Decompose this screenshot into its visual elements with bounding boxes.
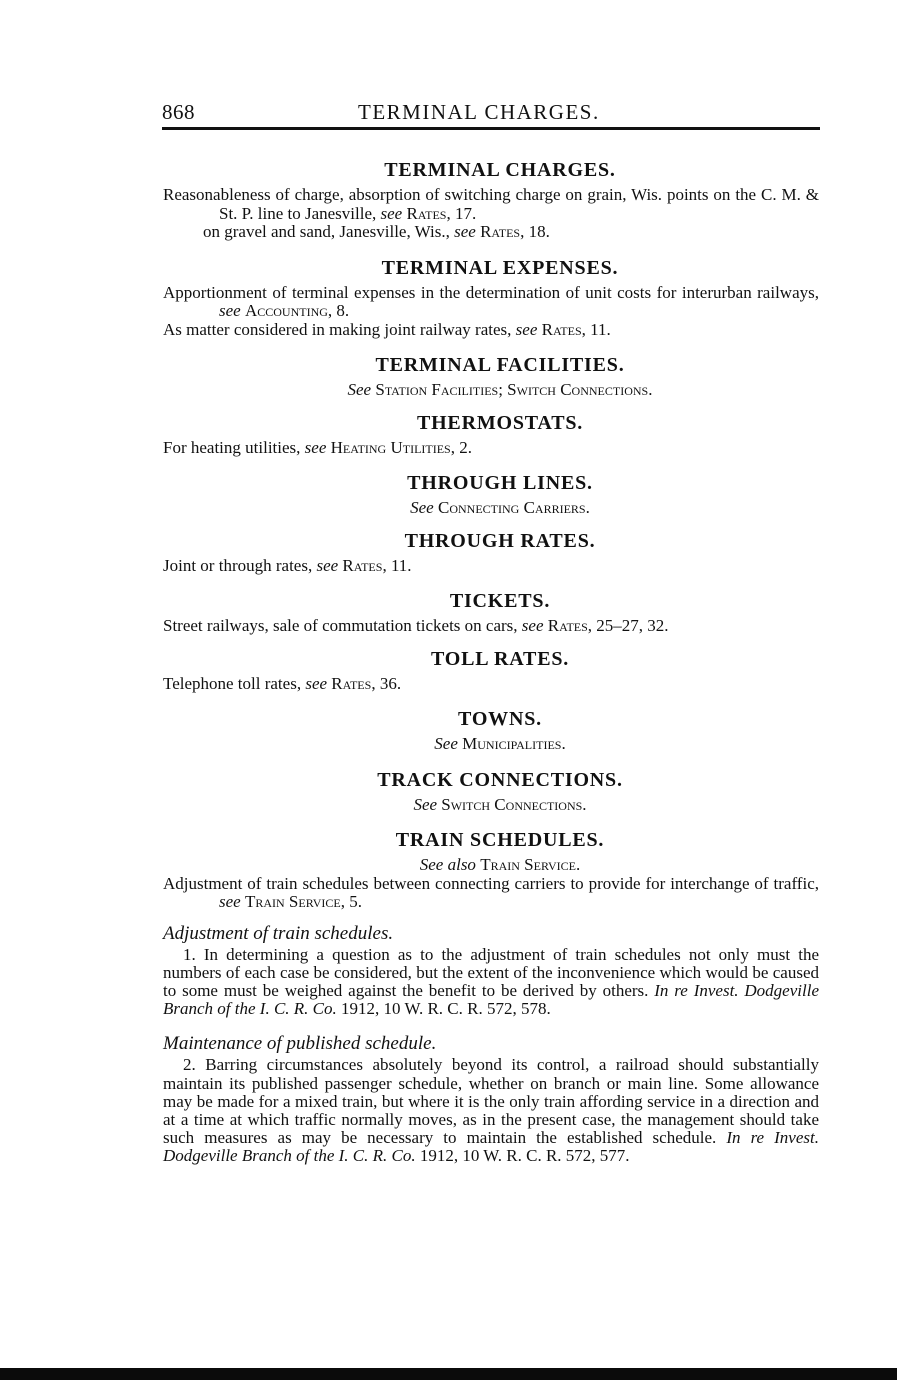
section-heading: TERMINAL EXPENSES. bbox=[381, 256, 619, 279]
page-bottom-edge bbox=[0, 1368, 897, 1380]
cross-reference: See Connecting Carriers. bbox=[410, 498, 590, 517]
running-title: TERMINAL CHARGES. bbox=[358, 100, 600, 124]
running-header bbox=[162, 98, 820, 130]
index-section bbox=[163, 411, 819, 458]
index-section bbox=[163, 353, 819, 400]
cross-reference: See also Train Service. bbox=[419, 855, 581, 874]
digest-paragraph: 2. Barring circumstances absolutely beyond its control, a railroad should substantially maintain its published passenger schedule, whether on branch or main line. Some allowance may be made for a mixed train, but where it is the only train affording service in a direction and at a time at which traffic normally moves, as in the present case, the management should take such measures as may be necessary to maintain the established schedule. In re Invest. Dodgeville Branch of the I. C. R. Co. 1912, 10 W. R. C. R. 572, 577. bbox=[163, 1055, 819, 1166]
index-entry: Telephone toll rates, see Rates, 36. bbox=[163, 673, 402, 693]
index-section bbox=[163, 768, 819, 815]
index-entry: on gravel and sand, Janesville, Wis., see Rates, 18. bbox=[203, 222, 550, 241]
digest-paragraph: 1. In determining a question as to the adjustment of train schedules not only must the numbers of each case be considered, but the extent of the inconvenience which would be caused to some must be weighed against the benefit to be derived by others. In re Invest. Dodgeville Branch of the I. C. R. Co. 1912, 10 W. R. C. R. 572, 578. bbox=[163, 944, 819, 1019]
index-section bbox=[163, 647, 819, 694]
index-column bbox=[163, 158, 819, 1166]
index-section bbox=[163, 589, 819, 636]
index-entry: Joint or through rates, see Rates, 11. bbox=[163, 555, 412, 575]
index-section bbox=[163, 256, 819, 340]
subsection-title: Adjustment of train schedules. bbox=[163, 922, 394, 944]
section-heading: THERMOSTATS. bbox=[416, 411, 584, 434]
index-entry: For heating utilities, see Heating Utilities, 2. bbox=[163, 437, 472, 457]
section-heading: TRAIN SCHEDULES. bbox=[395, 829, 605, 851]
section-heading: TRACK CONNECTIONS. bbox=[377, 768, 623, 791]
index-section bbox=[163, 529, 819, 576]
index-section bbox=[163, 707, 819, 754]
section-heading: TOLL RATES. bbox=[430, 647, 570, 670]
index-entry: Adjustment of train schedules between connecting carriers to provide for interchange of traffic, see Train Service, 5. bbox=[163, 873, 819, 911]
section-heading: TICKETS. bbox=[449, 590, 551, 612]
cross-reference: See Municipalities. bbox=[434, 734, 566, 753]
section-heading: TERMINAL FACILITIES. bbox=[375, 354, 625, 376]
index-entry: As matter considered in making joint railway rates, see Rates, 11. bbox=[163, 319, 611, 339]
cross-reference: See Switch Connections. bbox=[413, 794, 587, 814]
section-heading: THROUGH LINES. bbox=[407, 472, 593, 494]
index-section bbox=[163, 471, 819, 518]
digest-subsection bbox=[163, 924, 819, 1019]
index-section bbox=[163, 828, 819, 912]
cross-reference: See Station Facilities; Switch Connections. bbox=[347, 380, 653, 399]
index-entry: Street railways, sale of commutation tickets on cars, see Rates, 25–27, 32. bbox=[163, 616, 669, 635]
digest-subsection bbox=[163, 1034, 819, 1165]
page-number: 868 bbox=[162, 100, 195, 124]
index-section bbox=[163, 158, 819, 242]
header-rule bbox=[162, 127, 820, 130]
section-heading: TERMINAL CHARGES. bbox=[384, 159, 616, 181]
subsection-title: Maintenance of published schedule. bbox=[163, 1033, 437, 1055]
section-heading: THROUGH RATES. bbox=[404, 529, 596, 552]
index-entry: Reasonableness of charge, absorption of switching charge on grain, Wis. points on the C. M. & St. P. line to Janesville, see Rates, 17. bbox=[163, 185, 819, 223]
index-entry: Apportionment of terminal expenses in the determination of unit costs for interurban railways, see Accounting, 8. bbox=[163, 282, 819, 320]
section-heading: TOWNS. bbox=[458, 708, 542, 730]
